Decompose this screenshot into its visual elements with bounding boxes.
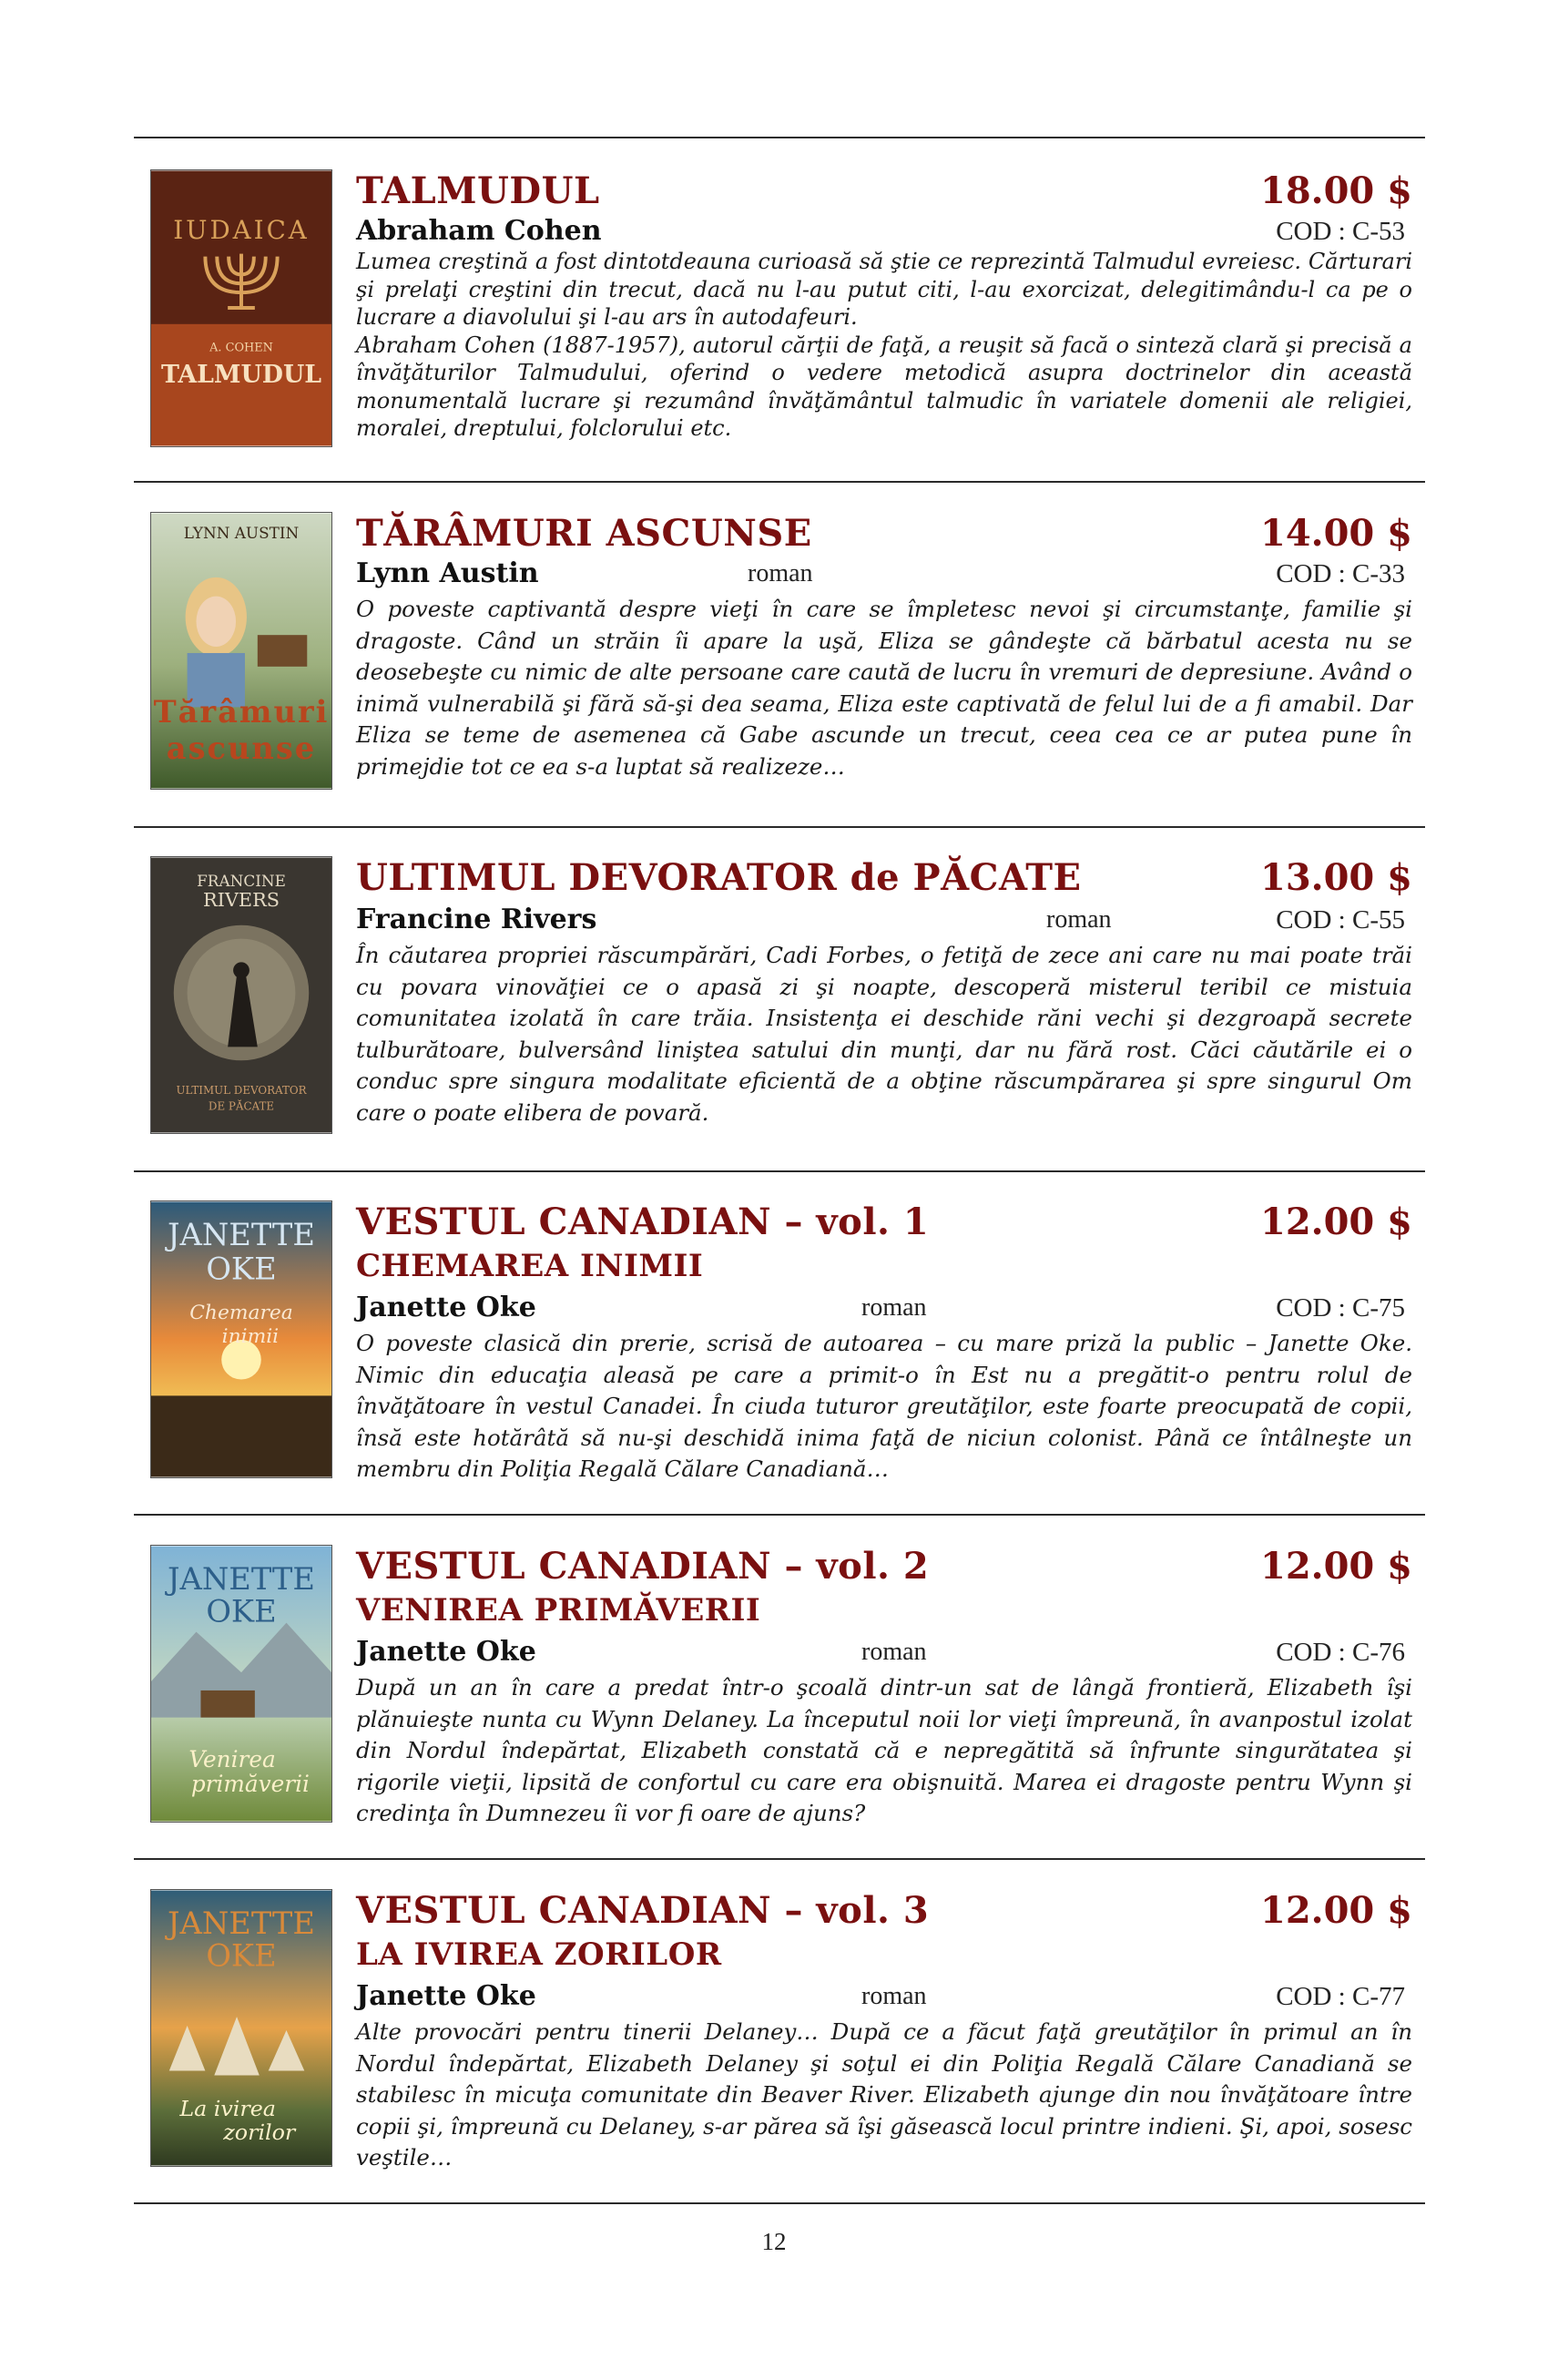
book-price: 12.00 $ — [1259, 1889, 1412, 1932]
separator-rule — [134, 137, 1425, 138]
book-cover-art — [151, 170, 331, 446]
book-cover-talmudul — [150, 169, 332, 447]
book-author: Lynn Austin — [356, 557, 539, 589]
book-cover-taramuri-ascunse — [150, 512, 332, 790]
book-info — [356, 1889, 1412, 2174]
cover-title-line2: zorilor — [223, 2119, 296, 2145]
book-description: Lumea creştină a fost dintotdeauna curioasă să ştie ce reprezintă Talmudul evreiesc. Cărturari şi prelaţi creştini din trecut, dacă nu l-au putut citi, l-au exorcizat, delegitimându-l ca pe o lucrare a diavolului şi l-au ars în autodafeuri. — [356, 249, 1412, 330]
book-price: 12.00 $ — [1259, 1545, 1412, 1588]
book-cover-chemarea-inimii — [150, 1200, 332, 1478]
book-description: După un an în care a predat într-o şcoală dintr-un sat de lângă frontieră, Elizabeth îşi plănuieşte nunta cu Wynn Delaney. La începutul noii lor vieţi împreună, în avanpostul izolat din Nordul îndepărtat, Elizabeth constată că e nepregătită să înfrunte singurătatea şi rigorile vieţii, lipsită de confortul cu care era obişnuită. Marea ei dragoste pentru Wynn şi credinţa în Dumnezeu îi vor fi oare de ajuns? — [356, 1674, 1412, 1826]
book-title: TĂRÂMURI ASCUNSE — [356, 512, 812, 555]
book-author: Janette Oke — [356, 1292, 536, 1323]
book-genre: roman — [748, 559, 813, 587]
book-genre: roman — [1046, 905, 1112, 934]
book-author: Janette Oke — [356, 1980, 536, 2012]
book-code: COD : C-33 — [1276, 559, 1405, 588]
book-subtitle: VENIREA PRIMĂVERII — [356, 1592, 761, 1629]
book-cover-art — [151, 1890, 331, 2166]
cover-author-line2: OKE — [206, 1251, 277, 1287]
cover-title-line2: primăverii — [190, 1770, 310, 1797]
cover-author-text: LYNN AUSTIN — [183, 524, 300, 543]
book-info — [356, 512, 1412, 782]
cover-title-line1: La ivirea — [179, 2096, 276, 2122]
book-code: COD : C-53 — [1276, 217, 1405, 246]
cover-author-line2: OKE — [206, 1593, 277, 1629]
book-price: 12.00 $ — [1259, 1200, 1412, 1243]
book-cover-art — [151, 1546, 331, 1822]
book-cover-la-ivirea-zorilor — [150, 1889, 332, 2167]
cover-title-line1: Tărâmuri — [153, 693, 330, 730]
cover-top-text: IUDAICA — [173, 214, 310, 245]
cover-author-line2: RIVERS — [203, 888, 280, 911]
book-code: COD : C-75 — [1276, 1293, 1405, 1323]
book-code: COD : C-55 — [1276, 905, 1405, 935]
book-code: COD : C-76 — [1276, 1638, 1405, 1667]
book-title: ULTIMUL DEVORATOR de PĂCATE — [356, 856, 1082, 899]
cover-title-line2: inimii — [221, 1324, 280, 1348]
cover-author-line1: JANETTE — [168, 1217, 315, 1253]
cover-title-text: TALMUDUL — [160, 361, 322, 390]
separator-rule — [134, 1858, 1425, 1860]
book-title: VESTUL CANADIAN – vol. 3 — [356, 1889, 930, 1932]
book-info — [356, 169, 1412, 443]
book-cover-ultimul-devorator — [150, 856, 332, 1134]
page-number: 12 — [761, 2228, 787, 2255]
book-info — [356, 1200, 1412, 1486]
book-author: Janette Oke — [356, 1636, 536, 1668]
book-author: Abraham Cohen — [356, 215, 602, 247]
cover-author-text: A. COHEN — [209, 341, 273, 355]
separator-rule — [134, 1514, 1425, 1516]
book-genre: roman — [861, 1638, 927, 1666]
separator-rule — [134, 1170, 1425, 1172]
book-genre: roman — [861, 1293, 927, 1322]
book-cover-art — [151, 1201, 331, 1477]
cover-title-line2: ascunse — [166, 729, 317, 766]
cover-author-line1: JANETTE — [168, 1905, 315, 1942]
separator-rule — [134, 481, 1425, 483]
book-description-2: Abraham Cohen (1887-1957), autorul cărţii de faţă, a reuşit să facă o sinteză clară şi precisă a învăţăturilor Talmudului, oferind o vedere metodică asupra doctrinelor din această monumentală lucrare şi rezumând învăţământul talmudic în variatele domenii ale religiei, moralei, dreptului, folclorului etc. — [356, 332, 1412, 441]
book-title: VESTUL CANADIAN – vol. 1 — [356, 1200, 930, 1243]
book-subtitle: LA IVIREA ZORILOR — [356, 1936, 722, 1973]
book-subtitle: CHEMAREA INIMII — [356, 1248, 704, 1284]
book-price: 14.00 $ — [1259, 512, 1412, 555]
book-title: VESTUL CANADIAN – vol. 2 — [356, 1545, 930, 1588]
book-cover-venirea-primaverii — [150, 1545, 332, 1823]
cover-author-line1: FRANCINE — [197, 872, 286, 891]
book-author: Francine Rivers — [356, 904, 597, 935]
separator-rule — [134, 826, 1425, 828]
book-title: TALMUDUL — [356, 169, 600, 212]
book-code: COD : C-77 — [1276, 1982, 1405, 2011]
book-cover-art — [151, 513, 331, 789]
cover-author-line2: OKE — [206, 1937, 277, 1974]
cover-title-line1: ULTIMUL DEVORATOR — [176, 1083, 307, 1097]
cover-title-line1: Chemarea — [189, 1302, 293, 1325]
separator-rule — [134, 2202, 1425, 2204]
book-genre: roman — [861, 1982, 927, 2010]
cover-author-line1: JANETTE — [168, 1561, 315, 1598]
book-description: Alte provocări pentru tinerii Delaney… După ce a făcut faţă greutăţilor în primul an în Nordul îndepărtat, Elizabeth Delaney şi soţul ei din Poliţia Regală Călare Canadiană se stabilesc în micuţa comunitate din Beaver River. Elizabeth ajunge din nou învăţătoare între copii şi, împreună cu Delaney, s-ar părea să îşi găsească locul printre indieni. Şi, apoi, sosesc veştile… — [356, 2018, 1412, 2171]
book-description: O poveste clasică din prerie, scrisă de autoarea – cu mare priză la public – Janette Oke. Nimic din educaţia aleasă pe care a primit-o în Est nu a pregătit-o pentru rolul de învăţătoare în vestul Canadei. În ciuda tuturor greutăţilor, este foarte preocupată de copii, însă este hotărâtă să nu-şi deschidă inima faţă de niciun colonist. Până ce întâlneşte un membru din Poliţia Regală Călare Canadiană… — [356, 1330, 1412, 1482]
book-cover-art — [151, 857, 331, 1133]
cover-title-line2: DE PĂCATE — [208, 1099, 275, 1113]
book-info — [356, 856, 1412, 1129]
book-price: 13.00 $ — [1259, 856, 1412, 899]
book-price: 18.00 $ — [1259, 169, 1412, 212]
book-description: O poveste captivantă despre vieţi în care se împletesc nevoi şi circumstanţe, familie şi dragoste. Când un străin îi apare la uşă, Eliza se gândeşte că bărbatul acesta nu se deosebeşte cu nimic de alte persoane care caută de lucru în vremuri de depresiune. Având o inimă vulnerabilă şi fără să-şi dea seama, Eliza este captivată de felul lui de a fi amabil. Dar Eliza se teme de asemenea că Gabe ascunde un trecut, ceea cea ce ar putea pune în primejdie tot ce ea s-a luptat să realizeze… — [356, 596, 1412, 780]
cover-title-line1: Venirea — [188, 1746, 276, 1773]
book-info — [356, 1545, 1412, 1830]
book-description: În căutarea propriei răscumpărări, Cadi Forbes, o fetiţă de zece ani care nu mai poate trăi cu povara vinovăţiei ce o apasă zi şi noapte, descoperă misterul teribil ce mistuia comunitatea izolată în care trăia. Insistenţa ei deschide răni vechi şi dezgroapă secrete tulburătoare, bulversând liniştea satului din munţi, dar nu fără rost. Căci căutările ei o conduc spre singura modalitate eficientă de a obţine răscumpărarea şi spre singurul Om care o poate elibera de povară. — [356, 942, 1412, 1126]
